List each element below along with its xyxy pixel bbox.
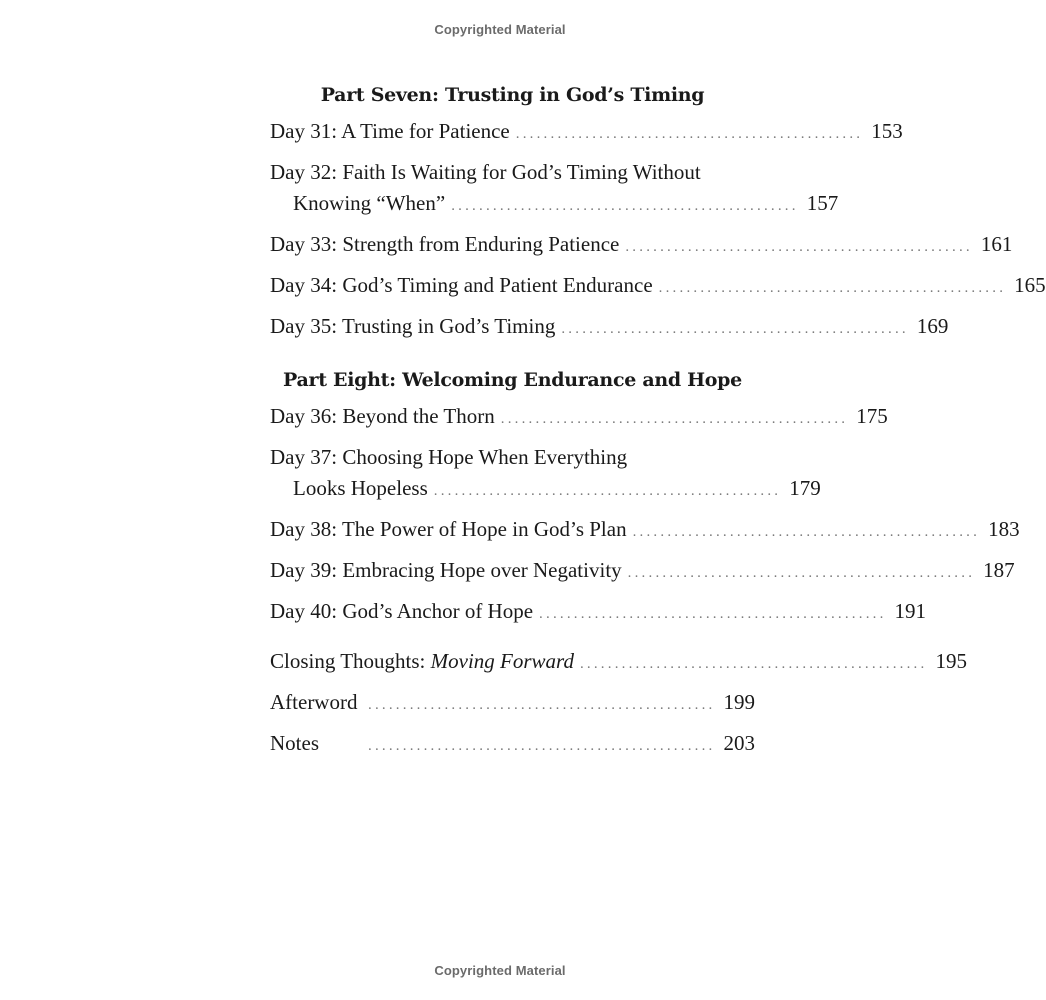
entry-title: Day 36: Beyond the Thorn <box>270 404 495 428</box>
entry-title: Day 35: Trusting in God’s Timing <box>270 314 556 338</box>
entry-page-number: 191 <box>894 599 927 623</box>
entry-page-number: 183 <box>988 517 1020 541</box>
copyright-watermark-bottom: Copyrighted Material <box>434 963 566 978</box>
toc-entry-day-38 <box>270 514 1020 548</box>
toc-entry-day-37 <box>270 442 821 507</box>
entry-page-number: 179 <box>789 476 821 500</box>
entry-title-italic: Moving Forward <box>430 649 574 673</box>
entry-page-number: 161 <box>980 232 1013 256</box>
entry-title: Day 33: Strength from Enduring Patience <box>270 232 620 256</box>
entry-title-line-2: Looks Hopeless <box>293 476 428 500</box>
entry-title: Day 31: A Time for Patience <box>270 119 510 143</box>
entry-page-number: 153 <box>871 119 903 143</box>
table-of-contents <box>270 80 1046 769</box>
entry-title-prefix: Closing Thoughts: <box>270 649 431 673</box>
dot-leader: .................................................. <box>561 321 909 337</box>
entry-title: Day 39: Embracing Hope over Negativity <box>270 558 622 582</box>
entry-page-number: 203 <box>723 731 755 755</box>
entry-title: Day 34: God’s Timing and Patient Endurance <box>270 273 653 297</box>
toc-entry-notes <box>270 728 755 762</box>
toc-entry-day-40 <box>270 596 927 630</box>
part-seven-heading: Part Seven: Trusting in God’s Timing <box>320 84 705 106</box>
dot-leader: .................................................. <box>515 126 864 142</box>
toc-entry-day-31 <box>270 116 903 150</box>
toc-entry-closing-thoughts <box>270 646 967 680</box>
entry-page-number: 199 <box>723 690 755 714</box>
dot-leader: .................................................. <box>433 483 782 499</box>
toc-entry-day-39 <box>270 555 1015 589</box>
entry-page-number: 169 <box>916 314 949 338</box>
entry-title-line-1: Day 32: Faith Is Waiting for God’s Timing Without <box>270 160 701 184</box>
toc-entry-day-33 <box>270 229 1013 263</box>
dot-leader: .................................................. <box>632 524 981 540</box>
dot-leader: .................................................. <box>539 606 887 622</box>
part-eight-heading: Part Eight: Welcoming Endurance and Hope <box>283 369 742 391</box>
dot-leader: .................................................. <box>451 198 799 214</box>
entry-page-number: 157 <box>806 191 839 215</box>
entry-page-number: 187 <box>983 558 1015 582</box>
dot-leader: .................................................. <box>627 565 976 581</box>
entry-title <box>270 646 574 677</box>
toc-entry-day-36 <box>270 401 888 435</box>
dot-leader: .................................................. <box>368 738 716 754</box>
entry-page-number: 175 <box>856 404 888 428</box>
dot-leader: .................................................. <box>625 239 973 255</box>
entry-title-line-2: Knowing “When” <box>293 191 446 215</box>
toc-entry-afterword <box>270 687 755 721</box>
dot-leader: .................................................. <box>579 656 928 672</box>
entry-title-line-1: Day 37: Choosing Hope When Everything <box>270 445 628 469</box>
dot-leader: .................................................. <box>658 280 1007 296</box>
entry-title: Notes <box>270 731 319 755</box>
toc-entry-day-34 <box>270 270 1046 304</box>
entry-page-number: 195 <box>935 649 967 673</box>
dot-leader: .................................................. <box>368 697 716 713</box>
entry-title: Afterword <box>270 690 358 714</box>
copyright-watermark-top: Copyrighted Material <box>434 22 566 37</box>
toc-entry-day-35 <box>270 311 949 345</box>
dot-leader: .................................................. <box>500 411 849 427</box>
entry-title: Day 40: God’s Anchor of Hope <box>270 599 534 623</box>
toc-entry-day-32 <box>270 157 839 222</box>
entry-title: Day 38: The Power of Hope in God’s Plan <box>270 517 627 541</box>
entry-page-number: 165 <box>1014 273 1046 297</box>
